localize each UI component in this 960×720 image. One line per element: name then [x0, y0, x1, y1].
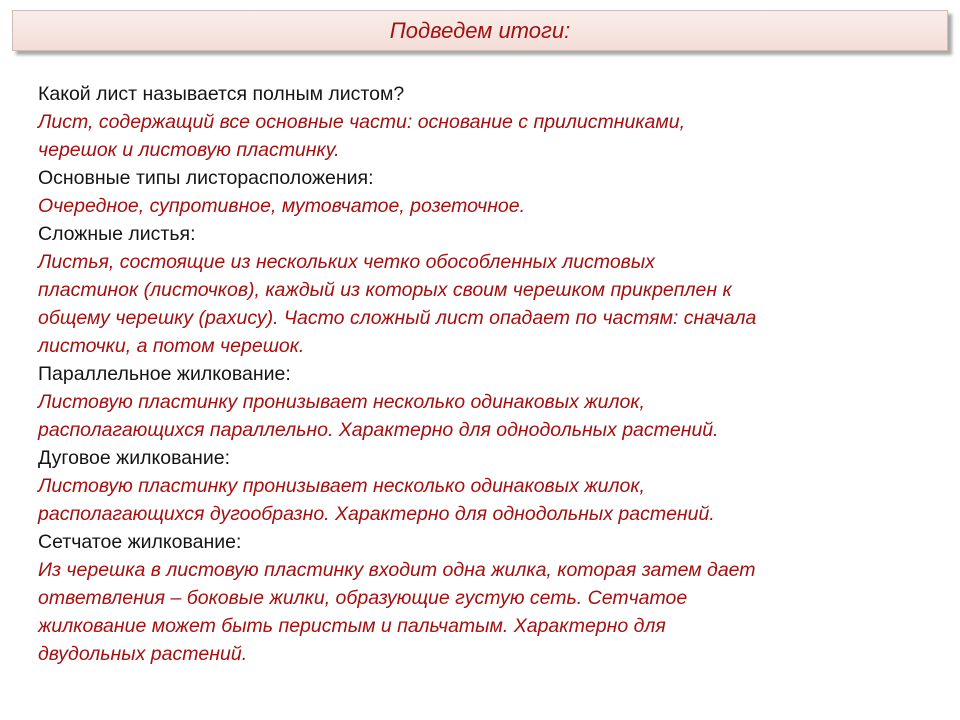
summary-item: [38, 528, 918, 668]
question-text: Сетчатое жилкование:: [38, 531, 242, 553]
answer-line: жилкование может быть перистым и пальчатым. Характерно для: [38, 615, 666, 637]
summary-item: [38, 164, 918, 220]
answer-line: располагающихся дугообразно. Характерно для однодольных растений.: [38, 503, 715, 525]
answer-line: Лист, содержащий все основные части: основание с прилистниками,: [38, 111, 685, 133]
summary-item: [38, 444, 918, 528]
answer-line: Листовую пластинку пронизывает несколько одинаковых жилок,: [38, 391, 645, 413]
answer-line: Из черешка в листовую пластинку входит одна жилка, которая затем дает: [38, 559, 756, 581]
answer-line: листочки, а потом черешок.: [38, 335, 305, 357]
answer-line: двудольных растений.: [38, 643, 248, 665]
answer-line: черешок и листовую пластинку.: [38, 139, 340, 161]
question-text: Параллельное жилкование:: [38, 363, 291, 385]
question-text: Какой лист называется полным листом?: [38, 83, 405, 105]
summary-item: [38, 80, 918, 164]
answer-line: пластинок (листочков), каждый из которых своим черешком прикреплен к: [38, 279, 732, 301]
answer-line: общему черешку (рахису). Часто сложный лист опадает по частям: сначала: [38, 307, 757, 329]
page-title: Подведем итоги:: [389, 18, 571, 43]
answer-line: Листья, состоящие из нескольких четко обособленных листовых: [38, 251, 655, 273]
question-text: Дуговое жилкование:: [38, 447, 230, 469]
summary-item: [38, 220, 918, 360]
title-bar: [12, 10, 948, 51]
answer-line: ответвления – боковые жилки, образующие густую сеть. Сетчатое: [38, 587, 688, 609]
answer-line: располагающихся параллельно. Характерно для однодольных растений.: [38, 419, 719, 441]
summary-content: [38, 80, 918, 668]
question-text: Основные типы листорасположения:: [38, 167, 374, 189]
summary-item: [38, 360, 918, 444]
answer-line: Листовую пластинку пронизывает несколько одинаковых жилок,: [38, 475, 645, 497]
question-text: Сложные листья:: [38, 223, 196, 245]
answer-line: Очередное, супротивное, мутовчатое, розеточное.: [38, 195, 526, 217]
